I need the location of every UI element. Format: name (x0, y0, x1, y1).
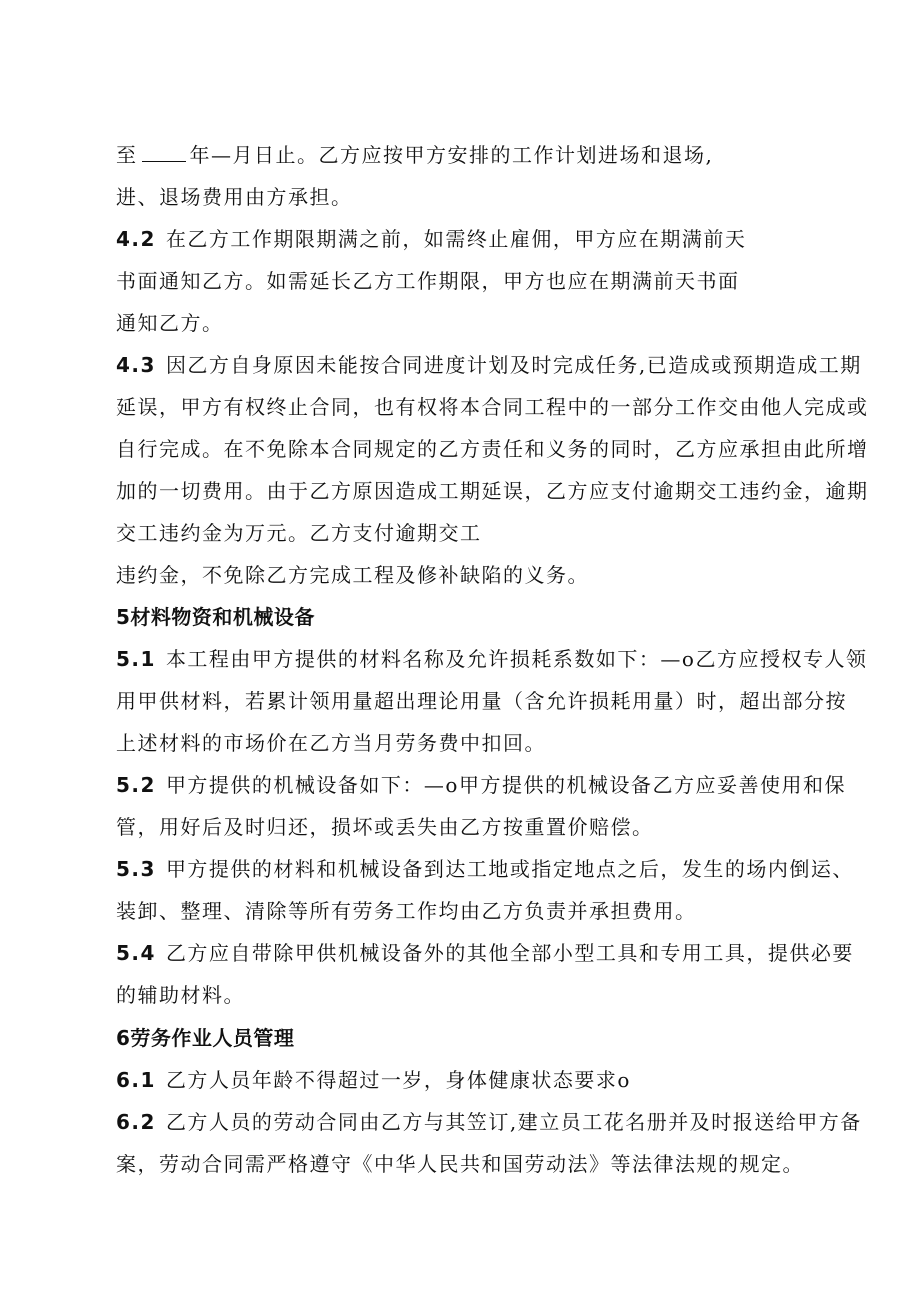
section-heading-6: 6劳务作业人员管理 (116, 1026, 295, 1050)
paragraph-line: 加的一切费用。由于乙方原因造成工期延误，乙方应支付逾期交工违约金，逾期 (116, 479, 869, 503)
paragraph-line: 交工违约金为万元。乙方支付逾期交工 (116, 521, 482, 545)
section-heading-5: 5材料物资和机械设备 (116, 605, 315, 629)
paragraph-line: 违约金，不免除乙方完成工程及修补缺陷的义务。 (116, 563, 589, 587)
clause-4-2: 4.2 在乙方工作期限期满之前，如需终止雇佣，甲方应在期满前天 (116, 227, 747, 251)
clause-4-3: 4.3 因乙方自身原因未能按合同进度计划及时完成任务,已造成或预期造成工期 (116, 353, 862, 377)
clause-5-3: 5.3 甲方提供的材料和机械设备到达工地或指定地点之后，发生的场内倒运、 (116, 857, 854, 881)
paragraph-line: 书面通知乙方。如需延长乙方工作期限，甲方也应在期满前天书面 (116, 269, 740, 293)
paragraph-line: 的辅助材料。 (116, 983, 245, 1007)
paragraph-line: 自行完成。在不免除本合同规定的乙方责任和义务的同时，乙方应承担由此所增 (116, 437, 869, 461)
paragraph-line: 上述材料的市场价在乙方当月劳务费中扣回。 (116, 731, 546, 755)
clause-6-1: 6.1 乙方人员年龄不得超过一岁，身体健康状态要求o (116, 1068, 631, 1092)
clause-5-1: 5.1 本工程由甲方提供的材料名称及允许损耗系数如下：—o乙方应授权专人领 (116, 647, 868, 671)
paragraph-line: 延误，甲方有权终止合同，也有权将本合同工程中的一部分工作交由他人完成或 (116, 395, 869, 419)
paragraph-line: 进、退场费用由方承担。 (116, 185, 353, 209)
paragraph-line: 通知乙方。 (116, 311, 224, 335)
paragraph-line: 装卸、整理、清除等所有劳务工作均由乙方负责并承担费用。 (116, 899, 697, 923)
clause-number: 5.4 (116, 941, 156, 965)
clause-5-4: 5.4 乙方应自带除甲供机械设备外的其他全部小型工具和专用工具，提供必要 (116, 941, 854, 965)
clause-number: 5.3 (116, 857, 156, 881)
clause-number: 6.2 (116, 1110, 156, 1134)
paragraph-line (116, 141, 713, 169)
paragraph-line: 用甲供材料，若累计领用量超出理论用量（含允许损耗用量）时，超出部分按 (116, 689, 847, 713)
clause-number: 4.2 (116, 227, 156, 251)
line-text: 至 (116, 143, 138, 167)
fill-in-blank (142, 147, 186, 162)
clause-number: 5.2 (116, 773, 156, 797)
clause-number: 6.1 (116, 1068, 156, 1092)
clause-number: 5.1 (116, 647, 156, 671)
paragraph-line: 案，劳动合同需严格遵守《中华人民共和国劳动法》等法律法规的规定。 (116, 1152, 804, 1176)
clause-5-2: 5.2 甲方提供的机械设备如下：—o甲方提供的机械设备乙方应妥善使用和保 (116, 773, 846, 797)
line-text: 年—月日止。乙方应按甲方安排的工作计划进场和退场, (189, 143, 714, 167)
clause-number: 4.3 (116, 353, 156, 377)
paragraph-line: 管，用好后及时归还，损坏或丢失由乙方按重置价赔偿。 (116, 815, 654, 839)
clause-6-2: 6.2 乙方人员的劳动合同由乙方与其笠订,建立员工花名册并及时报送给甲方备 (116, 1110, 862, 1134)
